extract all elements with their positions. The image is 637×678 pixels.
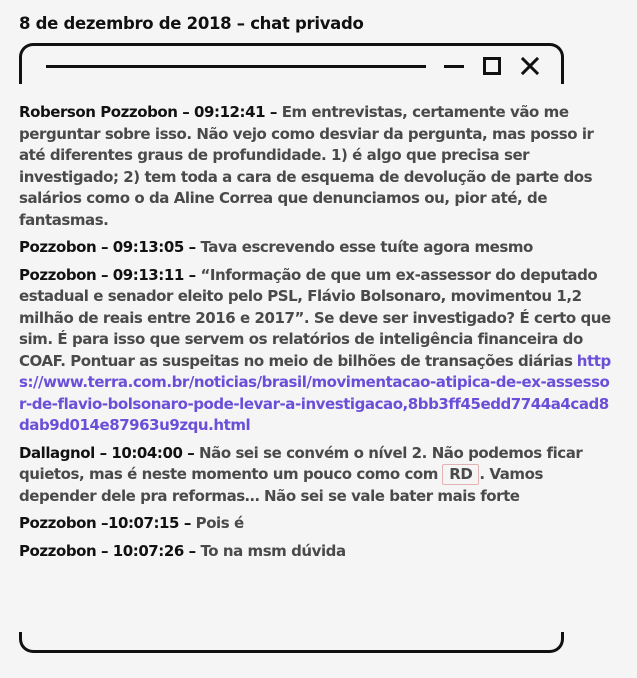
maximize-icon — [480, 54, 504, 78]
message-time: 10:07:26 — [112, 541, 184, 560]
message-text: Tava escrevendo esse tuíte agora mesmo — [200, 238, 533, 256]
message — [19, 265, 614, 437]
message — [19, 443, 614, 508]
message-text: . Vamos depender dele pra reformas… Não sei se vale bater mais forte — [19, 465, 543, 505]
message-list — [19, 102, 614, 568]
message — [19, 541, 614, 563]
news-link[interactable]: https://www.terra.com.br/noticias/brasil/movimentacao-atipica-de-ex-assessor-de-flavio-bolsonaro-pode-levar-a-investigacao,8bb3ff45edd7744a4cad8dab9d014e87963u9zqu.html — [19, 351, 611, 434]
titlebar-line — [46, 65, 426, 68]
message-sender: Pozzobon — [19, 514, 97, 532]
message-time: 09:13:05 — [112, 238, 184, 256]
separator: – — [96, 541, 113, 560]
close-button[interactable] — [518, 54, 542, 78]
close-icon — [518, 54, 542, 78]
message-text: Em entrevistas, certamente vão me perguntar sobre isso. Não vejo como desviar da pergunta, mas posso ir até diferentes graus de profundidade. 1) é algo que precisa ser investigado; 2) tem toda a cara de esquema de devolução de parte dos salários como o da Aline Correa que denunciamos ou, pior até, de fantasmas. — [19, 103, 594, 229]
chat-window-titlebar — [19, 43, 564, 84]
minimize-icon — [442, 54, 466, 78]
separator: – — [182, 443, 200, 462]
message-time: 10:04:00 — [111, 443, 183, 462]
message — [19, 513, 614, 535]
separator: – — [96, 238, 113, 256]
message-time: 09:12:41 — [194, 103, 266, 121]
separator: – — [265, 103, 282, 121]
message-sender: Roberson Pozzobon — [19, 103, 178, 121]
message-sender: Pozzobon — [19, 541, 97, 560]
message-sender: Pozzobon — [19, 265, 97, 284]
chat-date-title: 8 de dezembro de 2018 – chat privado — [19, 14, 364, 33]
message-sender: Pozzobon — [19, 238, 97, 256]
message — [19, 237, 614, 259]
redacted-name-tag: RD — [442, 464, 479, 485]
message-text: To na msm dúvida — [200, 541, 346, 560]
chat-window-bottom-border — [19, 632, 564, 653]
message-text: Pois é — [195, 514, 244, 532]
separator: – — [183, 541, 201, 560]
minimize-button[interactable] — [442, 54, 466, 78]
message-text: “Informação de que um ex-assessor do deputado estadual e senador eleito pelo PSL, Flávio Bolsonaro, movimentou 1,2 milhão de reais entre 2016 e 2017”. Se deve ser investigado? É certo que sim. É para isso que servem os relatórios de inteligência financeira do COAF. Pontuar as suspeitas no meio de bilhões de transações diárias — [19, 265, 611, 370]
message-time: 10:07:15 — [108, 514, 180, 532]
separator: – — [177, 103, 195, 121]
separator: – — [179, 514, 196, 532]
separator: – — [96, 265, 113, 284]
message-time: 09:13:11 — [112, 265, 184, 284]
message-sender: Dallagnol — [19, 443, 95, 462]
message-text: Não sei se convém o nível 2. Não podemos ficar quietos, mas é neste momento um pouco como com — [19, 443, 583, 483]
message — [19, 102, 614, 231]
separator: – — [96, 514, 109, 532]
separator: – — [183, 265, 201, 284]
maximize-button[interactable] — [480, 54, 504, 78]
separator: – — [183, 238, 201, 256]
separator: – — [94, 443, 112, 462]
